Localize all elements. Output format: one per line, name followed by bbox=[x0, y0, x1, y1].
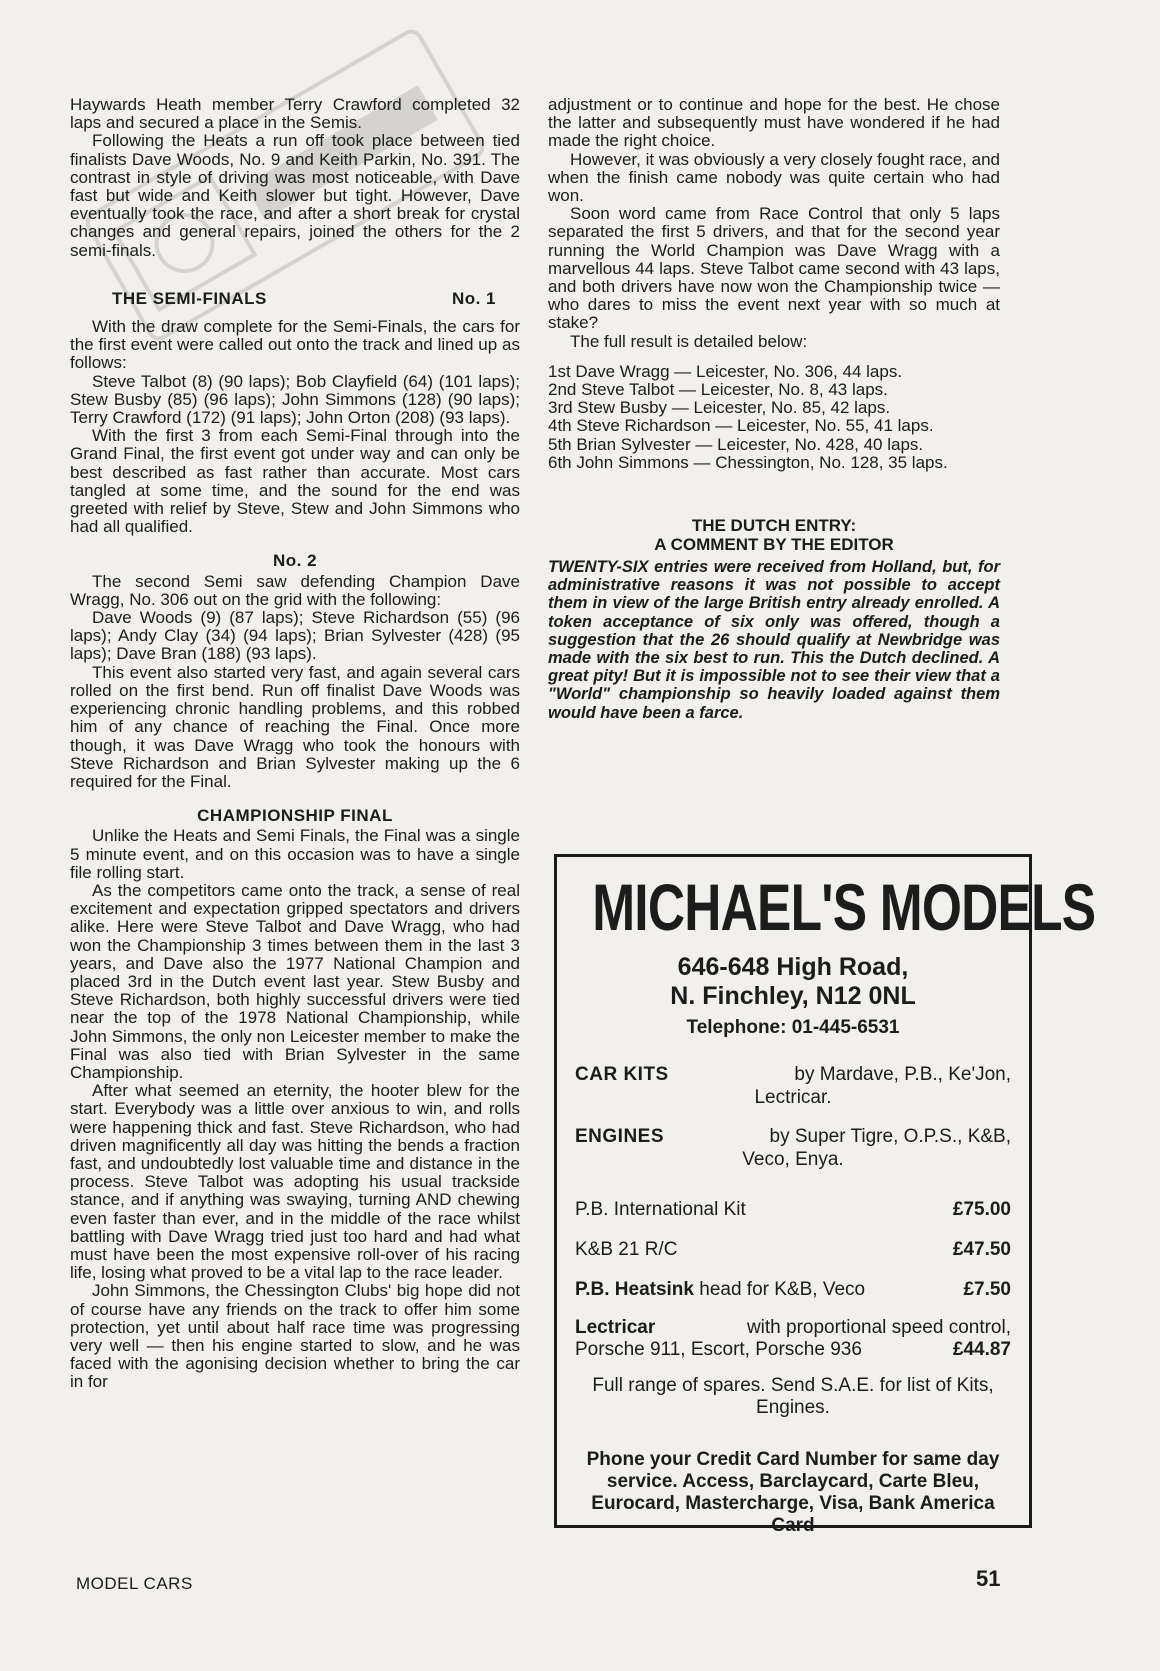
ad-price-value: £47.50 bbox=[952, 1239, 1011, 1260]
article-paragraph: This event also started very fast, and again several cars rolled on the first bend. Run off finalist Dave Woods was experiencing chronic handling problems, and this robbed him of any chance of reaching the Final. Once more though, it was Dave Wragg who took the honours with Steve Richardson and Brian Sylvester making up the 6 required for the Final. bbox=[70, 662, 520, 791]
section-subheading: No. 1 bbox=[451, 288, 496, 308]
editor-comment-heading bbox=[548, 516, 1000, 554]
editor-comment-subtitle: A COMMENT BY THE EDITOR bbox=[654, 535, 894, 555]
ad-lectricar-label: Lectricar bbox=[575, 1317, 656, 1338]
ad-lectricar-models: Porsche 911, Escort, Porsche 936 bbox=[575, 1339, 862, 1360]
right-column bbox=[548, 96, 1000, 722]
ad-car-kits bbox=[575, 1063, 1011, 1109]
ad-price-value: £7.50 bbox=[963, 1279, 1011, 1300]
ad-price-row bbox=[575, 1279, 1011, 1301]
ad-engines-text: by Super Tigre, O.P.S., K&B, bbox=[769, 1126, 1011, 1147]
article-paragraph: With the draw complete for the Semi-Finals, the cars for the first event were called out onto the track and lined up as follows: bbox=[70, 317, 520, 373]
ad-price-item bbox=[575, 1279, 865, 1301]
ad-price-row bbox=[575, 1199, 1011, 1221]
article-paragraph: The second Semi saw defending Champion Dave Wragg, No. 306 out on the grid with the following: bbox=[70, 571, 520, 609]
article-paragraph: The full result is detailed below: bbox=[570, 331, 808, 351]
article-paragraph: adjustment or to continue and hope for the best. He chose the latter and subsequently must have wondered if he had made the right choice. bbox=[548, 95, 1000, 151]
ad-lectricar-text: with proportional speed control, bbox=[746, 1317, 1011, 1338]
ad-address-line: 646-648 High Road, bbox=[677, 953, 909, 981]
article-paragraph: With the first 3 from each Semi-Final through into the Grand Final, the first event got under way and can only be best described as fast rather than accurate. Most cars tangled at some time, and the sound for the end was greeted with relief by Steve, Stew and John Simmons who had all qualified. bbox=[70, 426, 520, 537]
ad-price-item: P.B. International Kit bbox=[575, 1199, 746, 1220]
section-heading: THE SEMI-FINALS bbox=[112, 288, 267, 308]
result-item: 3rd Stew Busby — Leicester, No. 85, 42 laps. bbox=[548, 398, 891, 418]
result-item: 5th Brian Sylvester — Leicester, No. 428, 40 laps. bbox=[548, 434, 924, 454]
article-paragraph: Dave Woods (9) (87 laps); Steve Richardson (55) (96 laps); Andy Clay (34) (94 laps); Brian Sylvester (428) (95 laps); Dave Bran (188) (93 laps). bbox=[70, 608, 520, 664]
semi-finals-heading bbox=[70, 290, 520, 308]
article-paragraph: Following the Heats a run off took place between tied finalists Dave Woods, No. 9 and Keith Parkin, No. 391. The contrast in style of driving was most noticeable, with Dave fast but wide and Keith slower but tight. However, Dave eventually took the race, and after a short break for crystal changes and general repairs, joined the others for the 2 semi-finals. bbox=[70, 131, 520, 260]
ad-price-item-rest: head for K&B, Veco bbox=[693, 1279, 866, 1300]
result-item: 1st Dave Wragg — Leicester, No. 306, 44 laps. bbox=[548, 361, 903, 381]
article-paragraph: John Simmons, the Chessington Clubs' big hope did not of course have any friends on the track to offer him some protection, yet until about half race time was progressing very well — then his engine started to slow, and he was faced with the agonising decision whether to bring the car in for bbox=[70, 1281, 520, 1392]
ad-price-item-bold: P.B. Heatsink bbox=[575, 1279, 694, 1300]
result-item: 2nd Steve Talbot — Leicester, No. 8, 43 laps. bbox=[548, 380, 888, 400]
results-list bbox=[548, 363, 1000, 472]
ad-price-value: £44.87 bbox=[952, 1339, 1011, 1360]
ad-engines-cont: Veco, Enya. bbox=[742, 1149, 844, 1170]
ad-lectricar bbox=[575, 1317, 1011, 1361]
page-number: 51 bbox=[976, 1566, 1001, 1591]
ad-car-kits-cont: Lectricar. bbox=[754, 1087, 832, 1108]
article-paragraph: Steve Talbot (8) (90 laps); Bob Clayfield (64) (101 laps); Stew Busby (85) (96 laps); John Simmons (128) (90 laps); Terry Crawford (172) (91 laps); John Orton (208) (93 laps). bbox=[70, 371, 520, 428]
ad-engines bbox=[575, 1125, 1011, 1171]
result-item: 6th John Simmons — Chessington, No. 128, 35 laps. bbox=[548, 452, 948, 472]
ad-car-kits-label: CAR KITS bbox=[575, 1064, 669, 1085]
ad-address bbox=[575, 953, 1011, 1011]
ad-spares: Full range of spares. Send S.A.E. for list of Kits, Engines. bbox=[592, 1375, 994, 1418]
left-column bbox=[70, 96, 520, 1392]
article-paragraph: However, it was obviously a very closely fought race, and when the finish came nobody was quite certain who had won. bbox=[548, 149, 1000, 206]
ad-car-kits-text: by Mardave, P.B., Ke'Jon, bbox=[794, 1064, 1011, 1085]
magazine-name: MODEL CARS bbox=[76, 1574, 193, 1593]
article-paragraph: Soon word came from Race Control that only 5 laps separated the first 5 drivers, and that for the second year running the World Champion was Dave Wragg with a marvellous 44 laps. Steve Talbot came second with 43 laps, and both drivers have now won the Championship twice — who dares to miss the event next year with so much at stake? bbox=[548, 204, 1000, 333]
editor-comment-title: THE DUTCH ENTRY: bbox=[691, 516, 857, 536]
ad-phone-note: Phone your Credit Card Number for same day service. Access, Barclaycard, Carte Bleu, Eurocard, Mastercharge, Visa, Bank America Card bbox=[586, 1449, 1000, 1536]
ad-price-value: £75.00 bbox=[952, 1199, 1011, 1220]
article-paragraph: After what seemed an eternity, the hooter blew for the start. Everybody was a little over anxious to win, and rolls were happening thick and fast. Steve Richardson, who had driven magnificently all day was hitting the bends a fraction fast, and undoubtedly lost valuable time and distance in the process. Steve Talbot was adopting his usual trackside stance, and if anything was swaying, turning AND chewing even faster than ever, and in the middle of the race whilst battling with Dave Wragg tried just too hard and had what must have been the most expensive roll-over of his racing life, losing what proved to be a vital lap to the race leader. bbox=[70, 1081, 520, 1283]
article-paragraph: Haywards Heath member Terry Crawford completed 32 laps and secured a place in the Semis. bbox=[70, 95, 520, 133]
ad-telephone: Telephone: 01-445-6531 bbox=[686, 1017, 900, 1038]
section-subheading: No. 2 bbox=[272, 551, 318, 571]
ad-price-item: K&B 21 R/C bbox=[575, 1239, 678, 1260]
advertisement-box bbox=[554, 854, 1096, 1536]
ad-address-line: N. Finchley, N12 0NL bbox=[670, 982, 916, 1010]
ad-title: MICHAEL'S MODELS bbox=[592, 870, 1096, 944]
ad-engines-label: ENGINES bbox=[575, 1126, 665, 1147]
editor-comment-body: TWENTY-SIX entries were received from Holland, but, for administrative reasons it was not possible to accept them in view of the large British entry already enrolled. A token acceptance of six only was offered, though a suggestion that the 26 should qualify at Newbridge was made with the six best to run. This the Dutch declined. A great pity! But it is impossible not to see their view that a "World" championship so heavily loaded against them would have been a farce. bbox=[548, 558, 1000, 722]
result-item: 4th Steve Richardson — Leicester, No. 55, 41 laps. bbox=[548, 416, 934, 436]
section-heading: CHAMPIONSHIP FINAL bbox=[197, 806, 393, 826]
article-paragraph: Unlike the Heats and Semi Finals, the Final was a single 5 minute event, and on this occasion was to have a single file rolling start. bbox=[70, 826, 520, 882]
ad-price-row bbox=[575, 1239, 1011, 1261]
article-paragraph: As the competitors came onto the track, a sense of real excitement and expectation gripped spectators and drivers alike. Here were Steve Talbot and Dave Wragg, who had won the Championship 3 times between them in the last 3 years, and Dave also the 1977 National Champion and placed 3rd in the Dutch event last year. Stew Busby and Steve Richardson, both highly successful drivers were tied near the top of the 1978 National Championship, while John Simmons, the only non Leicester member to make the Final was also tied with Brian Sylvester in the same Championship. bbox=[70, 880, 520, 1082]
